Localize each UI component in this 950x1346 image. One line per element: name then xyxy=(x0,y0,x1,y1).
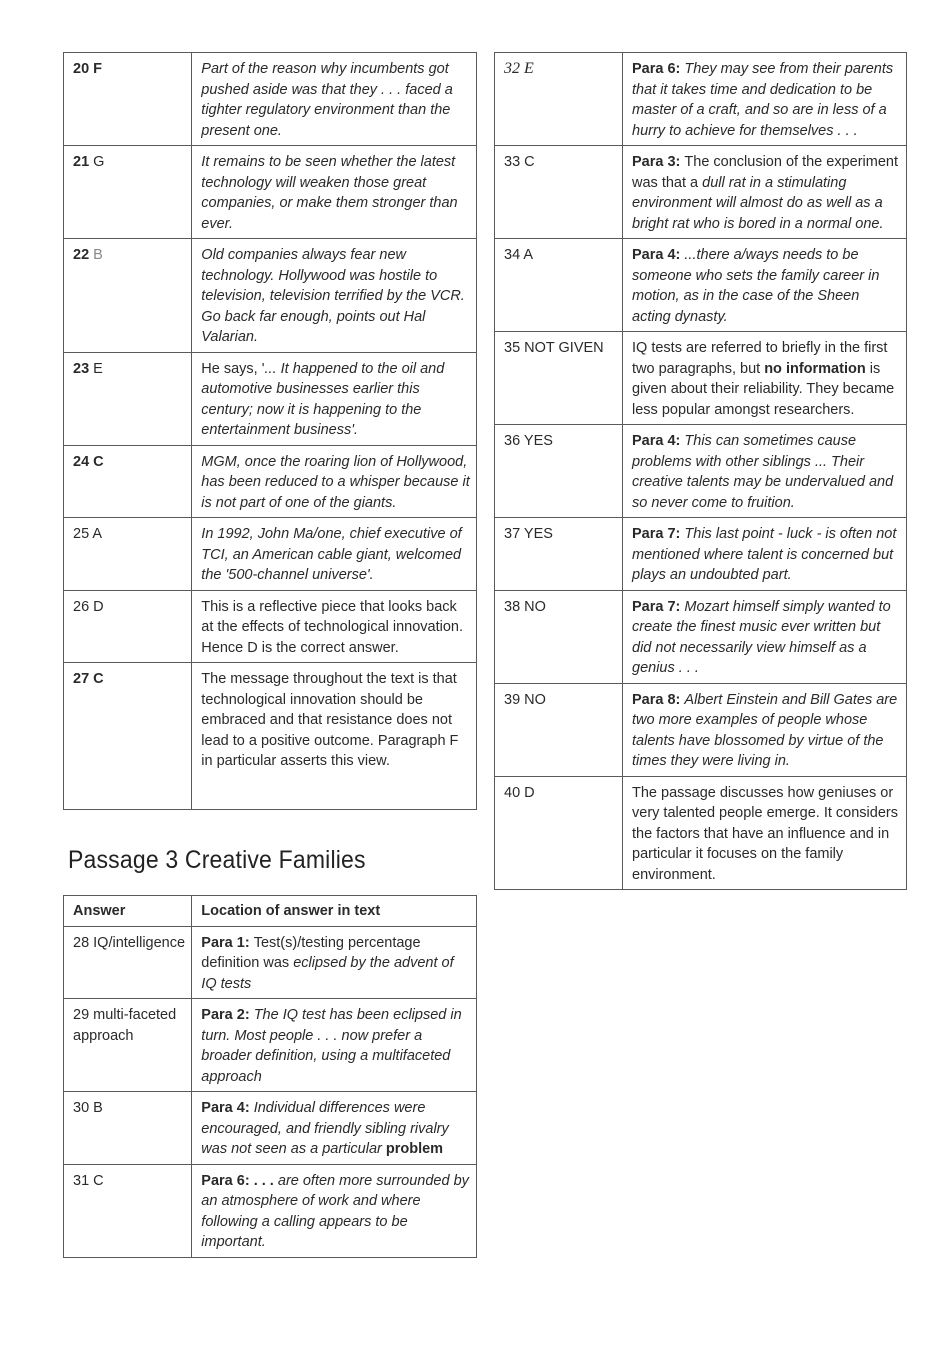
text-segment: The message throughout the text is that technological innovation should be embraced and that resistance does not lead to a positive outcome. Paragraph F in particular asserts this view. xyxy=(201,671,459,769)
table-row xyxy=(64,352,477,445)
answer-cell: 24 C xyxy=(64,445,192,518)
location-cell xyxy=(192,999,477,1092)
location-cell xyxy=(623,518,907,591)
text-segment: is given about their reliability. They became less popular amongst researchers. xyxy=(632,360,895,418)
table-row xyxy=(495,239,907,332)
text-segment: Old companies always fear new technology. Hollywood was hostile to television, television terrified by the VCR. Go back far enough, points out Hal Valarian. xyxy=(201,247,465,345)
location-cell xyxy=(192,590,477,663)
answer-cell: 37 YES xyxy=(495,518,623,591)
answer-cell: 39 NO xyxy=(495,683,623,776)
text-segment: Test(s)/testing percentage definition was xyxy=(201,934,421,971)
answer-cell: 27 C xyxy=(64,663,192,810)
text-segment: Para 8: xyxy=(632,691,685,708)
text-segment: This can sometimes cause problems with other siblings ... Their creative talents may be undervalued and so never come to fruition. xyxy=(632,433,894,511)
answer-cell: 31 C xyxy=(64,1164,192,1257)
table-row xyxy=(495,425,907,518)
table-row xyxy=(495,518,907,591)
location-cell xyxy=(192,1092,477,1165)
text-segment: Para 4: xyxy=(632,247,685,263)
table-row xyxy=(495,146,907,239)
location-cell xyxy=(623,590,907,683)
answer-cell: 38 NO xyxy=(495,590,623,683)
text-segment: Para 7: xyxy=(632,526,685,542)
table-row xyxy=(495,683,907,776)
text-segment: no information xyxy=(764,360,866,377)
location-cell xyxy=(623,146,907,239)
answer-cell: 40 D xyxy=(495,776,623,890)
answer-cell: 34 A xyxy=(495,239,623,332)
text-segment: He says, ' xyxy=(201,360,265,377)
text-segment: This last point - luck - is often not mentioned where talent is concerned but plays an undoubted part. xyxy=(632,526,897,583)
location-cell xyxy=(192,352,477,445)
answer-cell: 36 YES xyxy=(495,425,623,518)
answer-key-table-32-40 xyxy=(494,52,907,890)
location-cell xyxy=(192,926,477,999)
table-row xyxy=(495,53,907,146)
table-header-row xyxy=(64,896,477,927)
location-cell xyxy=(623,53,907,146)
text-segment: eclipsed by the advent of IQ tests xyxy=(201,955,454,992)
location-cell xyxy=(623,239,907,332)
text-segment: MGM, once the roaring lion of Hollywood, has been reduced to a whisper because it is not part of one of the giants. xyxy=(201,453,470,511)
answer-cell: 25 A xyxy=(64,518,192,591)
text-segment: Para 1: xyxy=(201,934,254,951)
table-row xyxy=(495,776,907,890)
answer-cell: 20 F xyxy=(64,53,192,146)
text-segment: Albert Einstein and Bill Gates are two more examples of people whose talents have blossomed by virtue of the times they were living in. xyxy=(632,691,898,769)
text-segment: Para 7: xyxy=(632,598,685,615)
text-segment: Para 6: . . . xyxy=(201,1172,278,1189)
text-segment: Para 4: xyxy=(632,433,685,449)
answer-cell: 21 G xyxy=(64,146,192,239)
text-segment: ... It happened to the oil and automotive businesses earlier this century; now it is happening to the entertainment business'. xyxy=(201,360,445,438)
answer-cell: 35 NOT GIVEN xyxy=(495,332,623,425)
table-row xyxy=(495,590,907,683)
passage-title: Passage 3 Creative Families xyxy=(68,846,366,874)
table-row xyxy=(64,663,477,810)
answer-cell: 22 B xyxy=(64,239,192,353)
table-row xyxy=(64,239,477,353)
text-segment: IQ tests are referred to briefly in the first two paragraphs, but xyxy=(632,340,888,377)
answer-cell: 23 E xyxy=(64,352,192,445)
table-row xyxy=(64,146,477,239)
location-cell xyxy=(192,239,477,353)
text-segment: The passage discusses how geniuses or very talented people emerge. It considers the factors that have an influence and in particular it focuses on the family environment. xyxy=(632,784,898,883)
answer-key-table-28-31 xyxy=(63,895,477,1258)
answer-cell: 33 C xyxy=(495,146,623,239)
text-segment: Para 6: xyxy=(632,61,685,77)
table-row xyxy=(64,999,477,1092)
location-cell xyxy=(192,663,477,810)
answer-cell: 28 IQ/intelligence xyxy=(64,926,192,999)
location-cell xyxy=(623,425,907,518)
location-cell xyxy=(192,445,477,518)
table-row xyxy=(64,590,477,663)
table-row xyxy=(64,1164,477,1257)
answer-cell: 26 D xyxy=(64,590,192,663)
column-header-location: Location of answer in text xyxy=(192,896,477,927)
text-segment: Para 4: xyxy=(201,1100,254,1116)
text-segment: ...there a/ways needs to be someone who sets the family career in motion, as in the case of the Sheen acting dynasty. xyxy=(632,247,880,325)
text-segment: Individual differences were encouraged, and friendly sibling rivalry was not seen as a particular xyxy=(201,1100,449,1157)
location-cell xyxy=(192,518,477,591)
text-segment: Para 2: xyxy=(201,1007,254,1023)
text-segment: The IQ test has been eclipsed in turn. Most people . . . now prefer a broader definition, using a multifaceted approach xyxy=(201,1007,462,1085)
location-cell xyxy=(623,332,907,425)
location-cell xyxy=(623,683,907,776)
location-cell xyxy=(192,1164,477,1257)
text-segment: are often more surrounded by an atmosphere of work and where following a calling appears to be important. xyxy=(201,1172,469,1250)
column-header-answer: Answer xyxy=(64,896,192,927)
table-row xyxy=(64,53,477,146)
text-segment: It remains to be seen whether the latest technology will weaken those great companies, or make them stronger than ever. xyxy=(201,154,458,232)
answer-cell: 29 multi-faceted approach xyxy=(64,999,192,1092)
answer-key-table-20-27 xyxy=(63,52,477,810)
table-row xyxy=(64,1092,477,1165)
text-segment: dull rat in a stimulating environment will almost do as well as a bright rat who is bored in a normal one. xyxy=(632,174,884,232)
location-cell xyxy=(192,53,477,146)
table-row xyxy=(64,445,477,518)
text-segment: The conclusion of the experiment was that a xyxy=(632,154,898,191)
answer-cell: 30 B xyxy=(64,1092,192,1165)
text-segment: problem xyxy=(385,1141,444,1157)
text-segment: In 1992, John Ma/one, chief executive of TCI, an American cable giant, welcomed the '500-channel universe'. xyxy=(201,526,462,583)
location-cell xyxy=(192,146,477,239)
location-cell xyxy=(623,776,907,890)
text-segment: Para 3: xyxy=(632,154,685,170)
table-row xyxy=(64,518,477,591)
answer-cell: 32 E xyxy=(495,53,623,146)
table-row xyxy=(495,332,907,425)
text-segment: This is a reflective piece that looks back at the effects of technological innovation. Hence D is the correct answer. xyxy=(201,598,464,656)
table-row xyxy=(64,926,477,999)
text-segment: Part of the reason why incumbents got pushed aside was that they . . . faced a tighter regulatory environment than the present one. xyxy=(201,61,453,139)
text-segment: Mozart himself simply wanted to create the finest music ever written but did not necessarily view himself as a genius . . . xyxy=(632,598,891,676)
text-segment: They may see from their parents that it takes time and dedication to be master of a craft, and so are in less of a hurry to achieve for themselves . . . xyxy=(632,61,894,139)
